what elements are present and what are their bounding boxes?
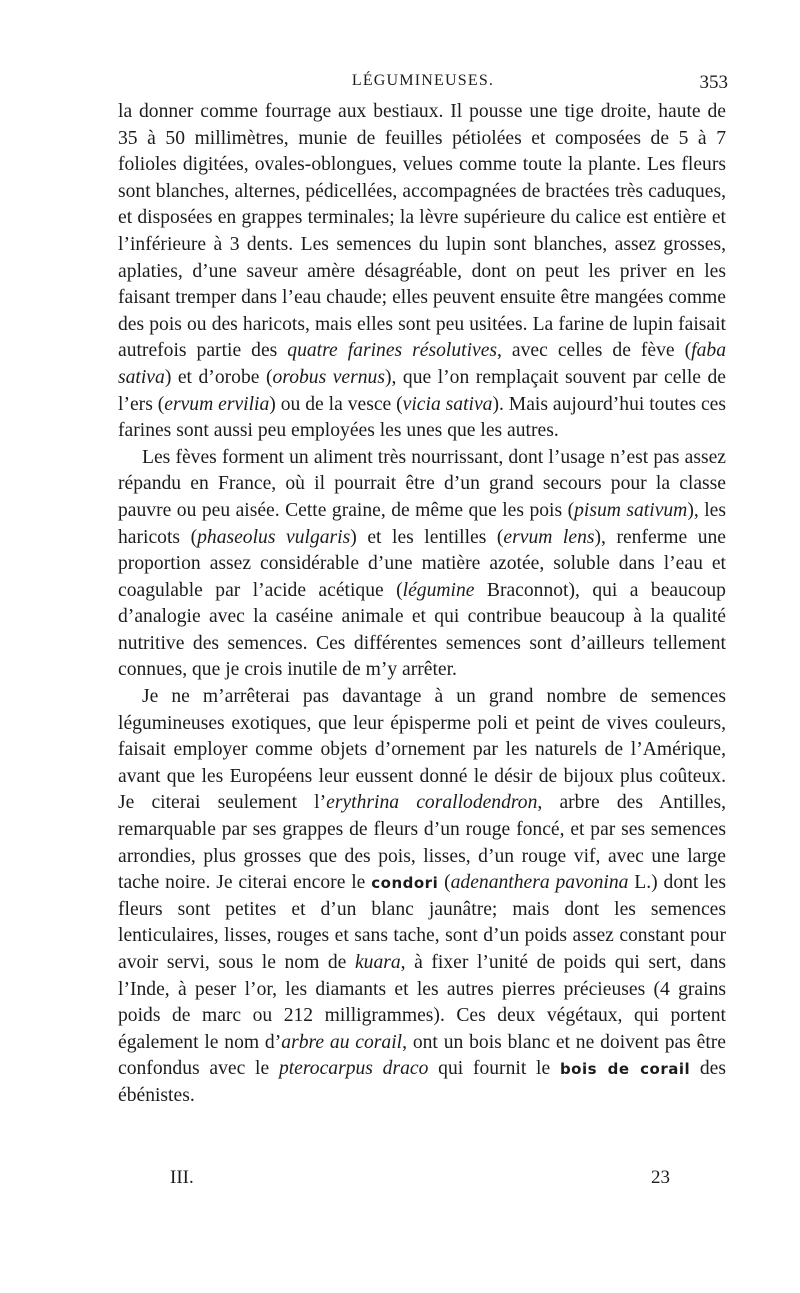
volume-number: III. <box>170 1167 194 1188</box>
text-run: qui fournit le <box>428 1058 560 1080</box>
body-text <box>118 99 726 1110</box>
italic-term: légumine <box>402 579 475 601</box>
italic-term: quatre farines résolutives <box>287 340 498 362</box>
italic-term: ervum ervilia <box>164 393 270 415</box>
paragraph-2 <box>118 445 726 684</box>
text-run: Je ne m’arrêterai pas davantage à un grand nombre de semences légumineuses exotiques, que leur épisperme poli et peint de vives couleurs, faisait employer comme objets d’ornement par les naturels de l’Amérique, avant que les Européens leur eussent donné le désir de bijoux plus coûteux. Je citerai seulement l’ <box>118 686 726 814</box>
italic-term: pisum sativum <box>574 499 688 521</box>
text-run: , avec celles de fève ( <box>497 340 692 362</box>
page-footer <box>170 1167 670 1195</box>
italic-term: phaseolus vulgaris <box>197 526 351 548</box>
signature-mark: 23 <box>651 1167 670 1188</box>
bold-term: bois de corail <box>559 1060 691 1079</box>
text-run: , arbre des Antilles, remarquable par ses grappes de fleurs d’un rouge foncé, et par ses semences arrondies, plus grosses que des pois, lisses, d’un rouge vif, avec une large tache noire. Je citerai encore le <box>118 792 726 894</box>
italic-term: vicia sativa <box>402 393 493 415</box>
text-run: ), que l’on remplaçait souvent par celle de l’ers ( <box>118 366 726 415</box>
paragraph-1 <box>118 99 726 445</box>
text-run: , à fixer l’unité de poids qui sert, dans l’Inde, à peser l’or, les diamants et les autres pierres précieuses (4 grains poids de marc ou 212 milligrammes). Ces deux végétaux, qui portent également le nom d’ <box>118 952 727 1053</box>
text-run: ), renferme une proportion assez considérable d’une matière azotée, soluble dans l’eau et coagulable par l’acide acétique ( <box>118 526 727 601</box>
text-run: ) ou de la vesce ( <box>269 393 403 415</box>
italic-term: arbre au corail <box>281 1031 403 1053</box>
text-run: ) et d’orobe ( <box>164 366 273 388</box>
text-run: des ébénistes. <box>118 1058 727 1106</box>
bold-term: condori <box>371 874 439 893</box>
running-title: LÉGUMINEUSES. <box>351 72 495 89</box>
running-head <box>118 72 728 100</box>
italic-term: adenanthera pavonina <box>450 872 629 894</box>
text-run: la donner comme fourrage aux bestiaux. Il pousse une tige droite, haute de 35 à 50 millimètres, munie de feuilles pétiolées et composées de 5 à 7 folioles digitées, ovales-oblongues, velues comme toute la plante. Les fleurs sont blanches, alternes, pédicellées, accompagnées de bractées très caduques, et disposées en grappes terminales; la lèvre supérieure du calice est entière et l’inférieure à 3 dents. Les semences du lupin sont blanches, assez grosses, aplaties, d’une saveur amère désagréable, dont on peut les priver en les faisant tremper dans l’eau chaude; elles peuvent ensuite être mangées comme des pois ou des haricots, mais elles sont peu usitées. La farine de lupin faisait autrefois partie des <box>118 101 726 362</box>
text-run: ( <box>438 872 451 894</box>
italic-term: erythrina corallodendron <box>326 792 538 814</box>
italic-term: orobus vernus <box>272 366 385 388</box>
text-run: Braconnot), qui a beaucoup d’analogie avec la caséine animale et qui contribue beaucoup à la qualité nutritive des semences. Ces différentes semences sont d’ailleurs tellement connues, que je crois inutile de m’y arrêter. <box>118 579 726 681</box>
text-run: ), les haricots ( <box>118 499 726 548</box>
text-run: Les fèves forment un aliment très nourrissant, dont l’usage n’est pas assez répandu en France, où il pourrait être d’un grand secours pour la classe pauvre ou peu aisée. Cette graine, de même que les pois ( <box>118 446 726 521</box>
page-number: 353 <box>699 72 728 93</box>
italic-term: pterocarpus draco <box>278 1058 429 1080</box>
text-run: ). Mais aujourd’hui toutes ces farines sont aussi peu employées les unes que les autres. <box>118 393 726 442</box>
text-run: L.) dont les fleurs sont petites et d’un blanc jaunâtre; mais dont les semences lenticulaires, lisses, rouges et sans tache, sont d’un poids assez constant pour avoir servi, sous le nom de <box>118 872 726 973</box>
italic-term: kuara <box>354 952 401 973</box>
text-run: ) et les lentilles ( <box>350 526 504 548</box>
paragraph-3 <box>118 684 726 1110</box>
italic-term: ervum lens <box>503 526 595 548</box>
italic-term: faba sativa <box>118 340 726 388</box>
text-run: , ont un bois blanc et ne doivent pas être confondus avec le <box>118 1031 726 1080</box>
